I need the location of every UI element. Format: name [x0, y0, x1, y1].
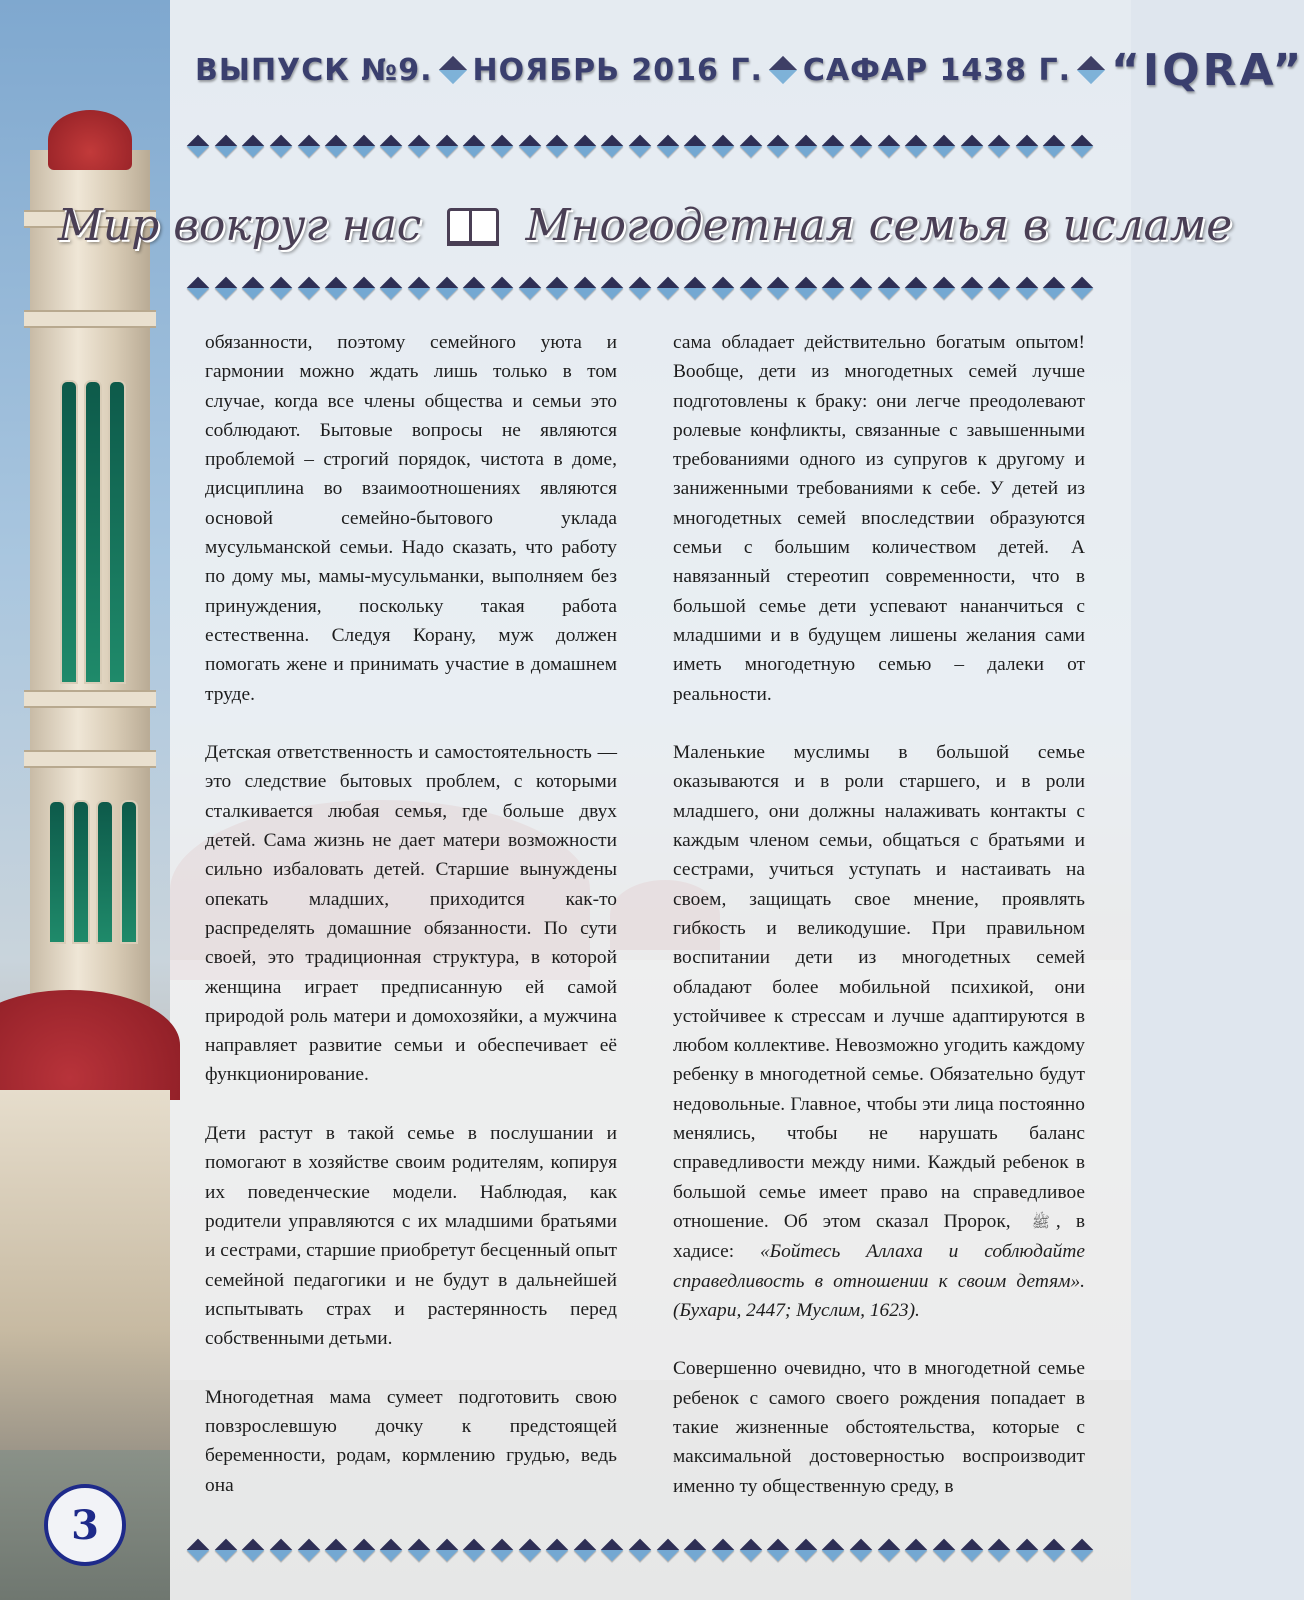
diamond-icon — [546, 1539, 569, 1562]
diamond-icon — [822, 135, 845, 158]
diamond-icon — [380, 277, 403, 300]
diamond-icon — [933, 277, 956, 300]
diamond-icon — [850, 277, 873, 300]
open-book-icon — [447, 204, 499, 246]
diamond-icon — [325, 277, 348, 300]
diamond-icon — [877, 1539, 900, 1562]
diamond-icon — [380, 1539, 403, 1562]
diamond-icon — [214, 277, 237, 300]
diamond-icon — [1043, 1539, 1066, 1562]
diamond-icon — [629, 135, 652, 158]
diamond-icon — [629, 277, 652, 300]
diamond-icon — [601, 1539, 624, 1562]
diamond-icon — [518, 1539, 541, 1562]
diamond-icon — [794, 135, 817, 158]
right-column — [673, 328, 1085, 1501]
diamond-icon — [850, 135, 873, 158]
diamond-icon — [822, 1539, 845, 1562]
diamond-icon — [850, 1539, 873, 1562]
paragraph: Дети растут в такой семье в послушании и помогают в хозяйстве своим родителям, копируя их поведенческие модели. Наблюдая, как родители управляются с их младшими братьями и сестрами, старшие приобретут бесценный опыт семейной педагогики и не будут в дальнейшей испытывать страх и растерянность перед собственными детьми. — [205, 1123, 617, 1350]
diamond-icon — [546, 135, 569, 158]
diamond-icon — [960, 277, 983, 300]
paragraph: Многодетная мама сумеет подготовить свою повзрослевшую дочку к предстоящей беременности, родам, кормлению грудью, ведь она — [205, 1386, 617, 1496]
hijri-date: САФАР 1438 Г. — [802, 52, 1071, 88]
diamond-icon — [435, 135, 458, 158]
diamond-icon — [656, 135, 679, 158]
diamond-icon — [960, 135, 983, 158]
diamond-icon — [794, 1539, 817, 1562]
diamond-icon — [933, 135, 956, 158]
diamond-icon — [684, 135, 707, 158]
hadith-quote: «Бойтесь Аллаха и соблюдайте справедливость в отношении к своим детям». (Бухари, 2447; Муслим, 1623). — [673, 1241, 1085, 1321]
diamond-icon — [491, 277, 514, 300]
diamond-icon — [491, 135, 514, 158]
diamond-icon — [187, 1539, 210, 1562]
paragraph-text: Маленькие муслимы в большой семье оказываются и в роли старшего, и в роли младшего, они должны налаживать контакты с каждым членом семьи, общаться с братьями и сестрами, учиться уступать и настаивать на своем, защищать свое мнение, проявлять гибкость и великодушие. При правильном воспитании дети из многодетных семей обладают более мобильной психикой, они устойчивее к стрессам и лучше адаптируются в любом коллективе. Невозможно угодить каждому ребенку в многодетной семье. Обязательно будут недовольные. Главное, чтобы эти лица постоянно менялись, чтобы не нарушать баланс справедливости между ними. Каждый ребенок в большой семье имеет право на справедливое отношение. Об этом сказал Пророк, — [673, 742, 1085, 1232]
diamond-border-top — [190, 134, 1090, 158]
diamond-icon — [325, 1539, 348, 1562]
diamond-icon — [1015, 277, 1038, 300]
diamond-icon — [769, 56, 797, 84]
diamond-icon — [214, 1539, 237, 1562]
diamond-icon — [242, 135, 265, 158]
diamond-icon — [297, 277, 320, 300]
diamond-icon — [325, 135, 348, 158]
diamond-icon — [408, 135, 431, 158]
diamond-icon — [767, 135, 790, 158]
diamond-icon — [739, 277, 762, 300]
diamond-icon — [270, 1539, 293, 1562]
diamond-icon — [435, 1539, 458, 1562]
diamond-border-middle — [190, 276, 1090, 300]
diamond-icon — [684, 1539, 707, 1562]
left-column — [205, 328, 617, 1500]
diamond-icon — [1043, 277, 1066, 300]
paragraph: Детская ответственность и самостоятельность — это следствие бытовых проблем, с которыми сталкивается любая семья, где больше двух детей. Сама жизнь не дает матери возможности сильно избаловать детей. Старшие вынуждены опекать младших, приходится как-то распределять домашние обязанности. По сути своей, это традиционная структура, в которой женщина играет предписанную ей самой природой роль матери и домохозяйки, а мужчина направляет развитие семьи и обеспечивает её функционирование. — [205, 742, 617, 1086]
diamond-icon — [988, 277, 1011, 300]
diamond-icon — [352, 135, 375, 158]
diamond-icon — [822, 277, 845, 300]
diamond-icon — [352, 1539, 375, 1562]
diamond-icon — [739, 135, 762, 158]
honorific-glyph: ﷺ — [1031, 1212, 1050, 1231]
diamond-icon — [408, 277, 431, 300]
diamond-icon — [1071, 135, 1094, 158]
diamond-icon — [270, 277, 293, 300]
paragraph: сама обладает действительно богатым опытом! Вообще, дети из многодетных семей лучше подготовлены к браку: они легче преодолевают ролевые конфликты, связанные с завышенными требованиями одного из супругов к другому и заниженными требованиями к себе. У детей из многодетных семей впоследствии образуются семьи с большим количеством детей. А навязанный стереотип современности, что в большой семье дети успевают нананчиться с младшими и в будущем лишены желания сами иметь многодетную семью – далеки от реальности. — [673, 332, 1085, 705]
diamond-icon — [1043, 135, 1066, 158]
diamond-icon — [463, 1539, 486, 1562]
diamond-icon — [601, 277, 624, 300]
minaret-dome — [48, 110, 132, 170]
diamond-icon — [463, 277, 486, 300]
diamond-icon — [988, 1539, 1011, 1562]
diamond-icon — [739, 1539, 762, 1562]
diamond-icon — [187, 135, 210, 158]
diamond-icon — [656, 1539, 679, 1562]
section-name: Мир вокруг нас — [57, 199, 422, 251]
issue-number: ВЫПУСК №9. — [195, 52, 433, 88]
diamond-icon — [242, 277, 265, 300]
diamond-icon — [438, 56, 466, 84]
diamond-icon — [656, 277, 679, 300]
diamond-icon — [408, 1539, 431, 1562]
diamond-icon — [435, 277, 458, 300]
diamond-icon — [684, 277, 707, 300]
paragraph-text: , в хадисе: — [673, 1210, 1085, 1263]
diamond-icon — [794, 277, 817, 300]
diamond-icon — [380, 135, 403, 158]
diamond-icon — [491, 1539, 514, 1562]
diamond-icon — [573, 135, 596, 158]
diamond-icon — [905, 1539, 928, 1562]
diamond-icon — [1071, 277, 1094, 300]
diamond-icon — [629, 1539, 652, 1562]
mosque-dome — [0, 990, 180, 1100]
magazine-name: “IQRA” — [1110, 44, 1304, 96]
diamond-icon — [988, 135, 1011, 158]
diamond-icon — [297, 135, 320, 158]
diamond-icon — [518, 135, 541, 158]
diamond-border-bottom — [190, 1538, 1090, 1562]
diamond-icon — [712, 277, 735, 300]
diamond-icon — [297, 1539, 320, 1562]
issue-header — [195, 40, 1304, 100]
issue-date: НОЯБРЬ 2016 Г. — [472, 52, 763, 88]
paragraph: Совершенно очевидно, что в многодетной семье ребенок с самого своего рождения попадает в такие жизненные обстоятельства, которые с максимальной достоверностью воспроизводит именно ту общественную среду, в — [673, 1358, 1085, 1497]
diamond-icon — [187, 277, 210, 300]
diamond-icon — [877, 135, 900, 158]
diamond-icon — [877, 277, 900, 300]
diamond-icon — [546, 277, 569, 300]
page-number: 3 — [44, 1484, 126, 1566]
diamond-icon — [712, 1539, 735, 1562]
diamond-icon — [518, 277, 541, 300]
diamond-icon — [905, 135, 928, 158]
diamond-icon — [573, 277, 596, 300]
diamond-icon — [933, 1539, 956, 1562]
mosque-base — [0, 1090, 170, 1490]
diamond-icon — [270, 135, 293, 158]
paragraph: обязанности, поэтому семейного уюта и гармонии можно ждать лишь только в том случае, когда все члены общества и семьи это соблюдают. Бытовые вопросы не являются проблемой – строгий порядок, чистота в доме, дисциплина во взаимоотношениях являются основой семейно-бытового уклада мусульманской семьи. Надо сказать, что работу по дому мы, мамы-мусульманки, выполняем без принуждения, поскольку такая работа естественна. Следуя Корану, муж должен помогать жене и принимать участие в домашнем труде. — [205, 332, 617, 705]
diamond-icon — [1071, 1539, 1094, 1562]
diamond-icon — [767, 1539, 790, 1562]
article-title — [57, 175, 1233, 275]
article-heading: Многодетная семья в исламе — [525, 199, 1233, 251]
diamond-icon — [1015, 1539, 1038, 1562]
paragraph-hadith — [673, 738, 1085, 1325]
diamond-icon — [242, 1539, 265, 1562]
diamond-icon — [960, 1539, 983, 1562]
diamond-icon — [214, 135, 237, 158]
diamond-icon — [601, 135, 624, 158]
diamond-icon — [1015, 135, 1038, 158]
diamond-icon — [905, 277, 928, 300]
diamond-icon — [352, 277, 375, 300]
diamond-icon — [767, 277, 790, 300]
diamond-icon — [573, 1539, 596, 1562]
diamond-icon — [463, 135, 486, 158]
diamond-icon — [712, 135, 735, 158]
